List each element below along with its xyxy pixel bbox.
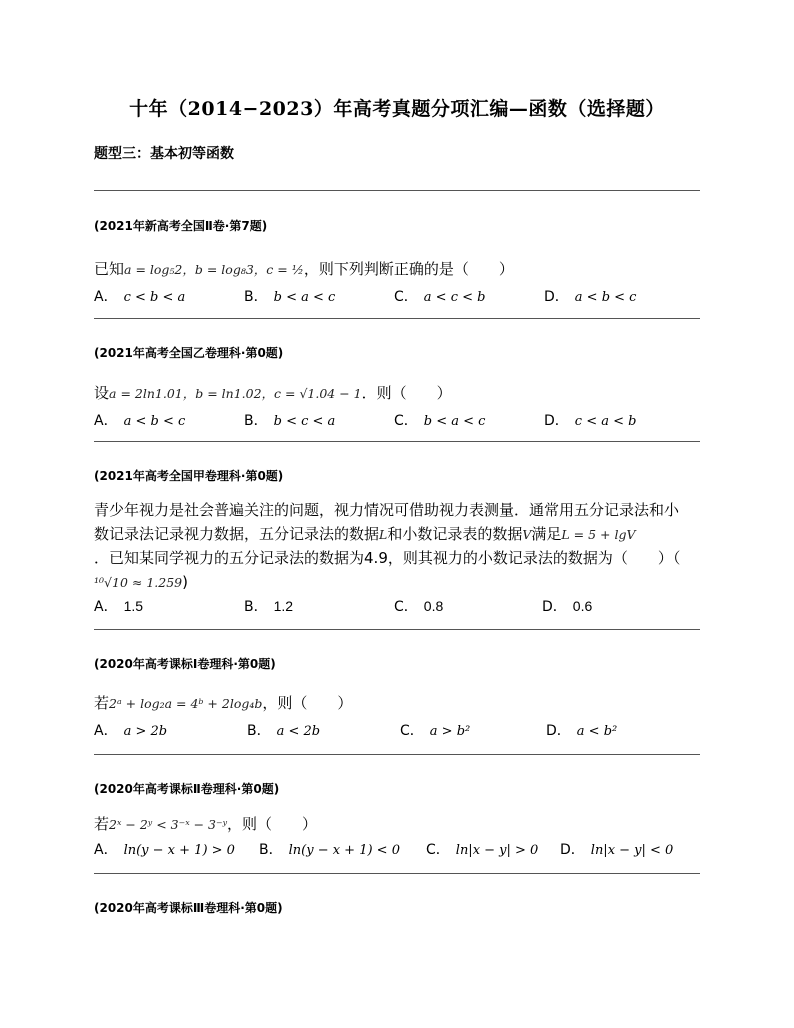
options-row [94, 596, 704, 618]
divider [94, 629, 700, 630]
divider [94, 754, 700, 755]
option-b[interactable]: B． 1.2 [244, 598, 294, 615]
options-row [94, 720, 704, 742]
question-source: (2020年高考课标Ⅲ卷理科·第0题) [94, 901, 283, 915]
page-title: 十年（2014−2023）年高考真题分项汇编—函数（选择题） [129, 98, 665, 120]
question-source: (2021年新高考全国Ⅱ卷·第7题) [94, 219, 268, 233]
option-b[interactable]: B． ln(y − x + 1) < 0 [259, 842, 400, 858]
option-d[interactable]: D． a < b² [546, 723, 618, 739]
question-stem-line: 数记录法记录视力数据，五分记录法的数据L和小数记录表的数据V满足L = 5 + lgV [94, 525, 636, 543]
stem-formula: L = 5 + lgV [561, 527, 636, 542]
stem-formula: 2ˣ − 2ʸ < 3⁻ˣ − 3⁻ʸ [109, 817, 228, 832]
question-stem: 若2ˣ − 2ʸ < 3⁻ˣ − 3⁻ʸ，则（ ） [94, 815, 318, 833]
option-d[interactable]: D． c < a < b [544, 413, 637, 429]
stem-formula: a = 2ln1.01，b = ln1.02，c = √1.04 − 1 [109, 386, 362, 401]
divider [94, 190, 700, 191]
question-stem: 设a = 2ln1.01，b = ln1.02，c = √1.04 − 1．则（ ） [94, 384, 452, 402]
question-stem-line: ¹⁰√10 ≈ 1.259) [94, 573, 188, 591]
question-stem: 若2ᵃ + log₂a = 4ᵇ + 2log₄b，则（ ） [94, 694, 353, 712]
option-b[interactable]: B． a < 2b [247, 723, 321, 739]
stem-formula: ¹⁰√10 ≈ 1.259 [94, 575, 183, 590]
option-c[interactable]: C． a > b² [400, 723, 471, 739]
question-source: (2021年高考全国乙卷理科·第0题) [94, 346, 284, 360]
option-a[interactable]: A． 1.5 [94, 598, 144, 615]
question-stem: 已知a = log₅2，b = log₈3，c = ½，则下列判断正确的是（ ） [94, 260, 514, 278]
options-row [94, 410, 704, 432]
section-heading: 题型三：基本初等函数 [94, 146, 234, 162]
option-d[interactable]: D． a < b < c [544, 289, 637, 305]
option-a[interactable]: A． ln(y − x + 1) > 0 [94, 842, 235, 858]
question-source: (2020年高考课标Ⅰ卷理科·第0题) [94, 657, 276, 671]
question-stem-line: ．已知某同学视力的五分记录法的数据为4.9，则其视力的小数记录法的数据为（ ）（ [94, 549, 681, 567]
option-a[interactable]: A． a < b < c [94, 413, 186, 429]
option-c[interactable]: C． b < a < c [394, 413, 486, 429]
option-d[interactable]: D． 0.6 [542, 598, 593, 615]
option-d[interactable]: D． ln|x − y| < 0 [560, 842, 674, 858]
divider [94, 318, 700, 319]
divider [94, 441, 700, 442]
option-c[interactable]: C． a < c < b [394, 289, 486, 305]
question-source: (2020年高考课标Ⅱ卷理科·第0题) [94, 782, 280, 796]
options-row [94, 286, 704, 308]
option-b[interactable]: B． b < c < a [244, 413, 336, 429]
question-source: (2021年高考全国甲卷理科·第0题) [94, 469, 284, 483]
option-a[interactable]: A． a > 2b [94, 723, 168, 739]
options-row [94, 839, 704, 861]
option-c[interactable]: C． ln|x − y| > 0 [426, 842, 539, 858]
stem-formula: 2ᵃ + log₂a = 4ᵇ + 2log₄b [109, 696, 263, 711]
option-c[interactable]: C． 0.8 [394, 598, 444, 615]
question-stem-line: 青少年视力是社会普遍关注的问题，视力情况可借助视力表测量．通常用五分记录法和小 [94, 501, 680, 519]
option-a[interactable]: A． c < b < a [94, 289, 186, 305]
stem-formula: a = log₅2，b = log₈3，c = ½ [124, 262, 304, 277]
option-b[interactable]: B． b < a < c [244, 289, 336, 305]
divider [94, 873, 700, 874]
